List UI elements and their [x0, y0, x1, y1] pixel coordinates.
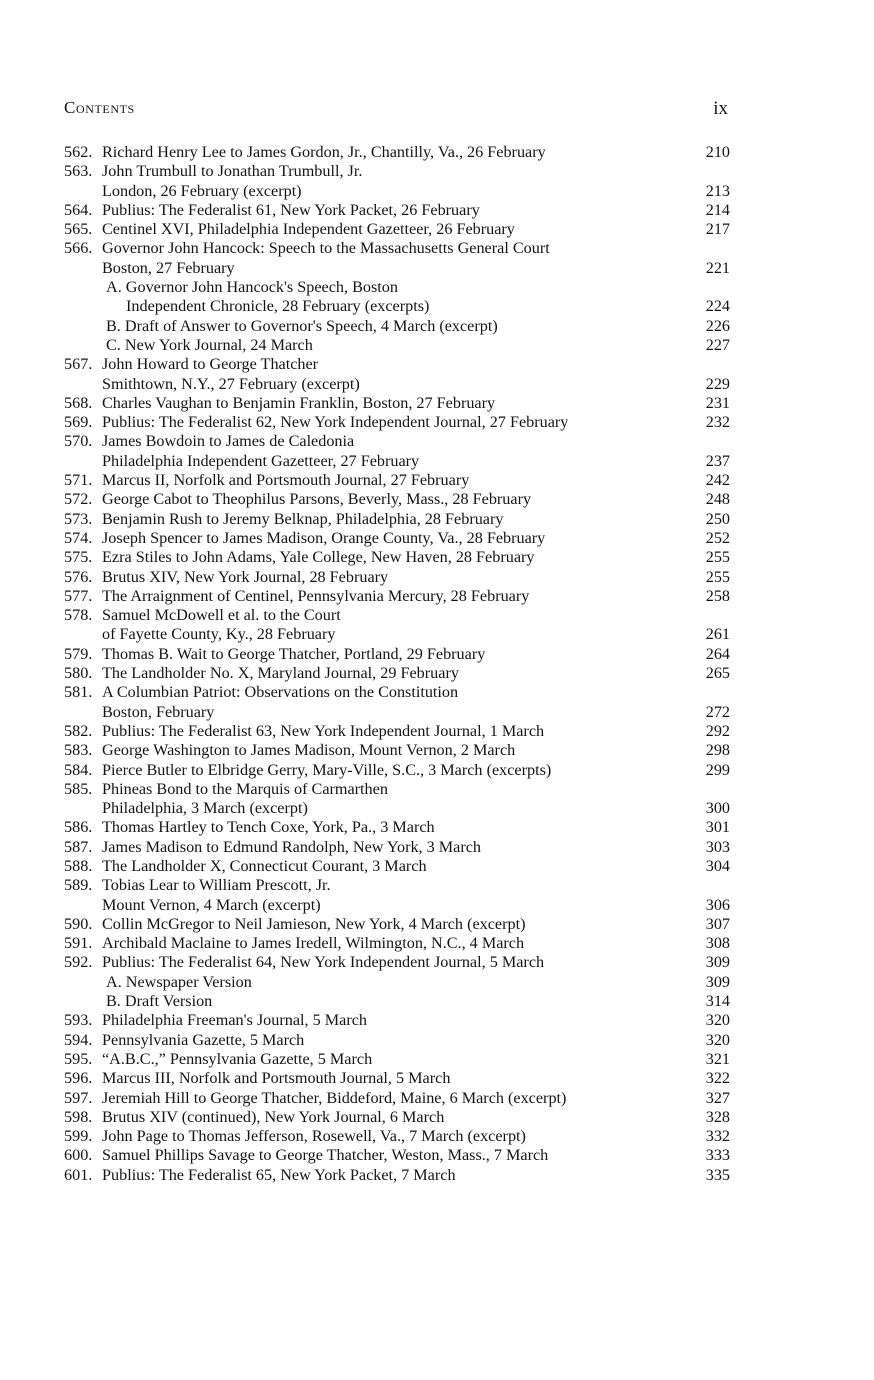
entry-number: 576. — [64, 567, 93, 586]
entry-title: Governor John Hancock: Speech to the Massachusetts General Court — [102, 239, 550, 258]
subentry-title: B. Draft of Answer to Governor's Speech, 4 March (excerpt) — [106, 316, 498, 335]
entry-number: 579. — [64, 644, 93, 663]
toc-line — [64, 413, 730, 432]
entry-number: 587. — [64, 837, 93, 856]
toc-line — [64, 259, 730, 278]
entry-title: Philadelphia, 3 March (excerpt) — [102, 799, 308, 818]
toc-entry — [64, 953, 730, 1011]
entry-number: 563. — [64, 162, 93, 181]
toc-line — [64, 587, 730, 606]
entry-page: 306 — [705, 895, 730, 914]
entry-page: 261 — [705, 625, 730, 644]
toc-line — [64, 568, 730, 587]
entry-title: Samuel McDowell et al. to the Court — [102, 606, 341, 625]
entry-number: 572. — [64, 490, 93, 509]
toc-line — [64, 953, 730, 972]
toc-entry — [64, 1069, 730, 1088]
entry-title: Brutus XIV (continued), New York Journal, 6 March — [102, 1107, 445, 1126]
toc-line — [64, 683, 730, 702]
toc-entry — [64, 606, 730, 645]
toc-line — [64, 1108, 730, 1127]
page-title: Contents — [64, 98, 135, 117]
entry-title: Philadelphia Independent Gazetteer, 27 February — [102, 451, 420, 470]
subentry-page: 226 — [705, 316, 730, 335]
toc-entry — [64, 510, 730, 529]
toc-line — [64, 239, 730, 258]
entry-title: Publius: The Federalist 64, New York Independent Journal, 5 March — [102, 953, 545, 972]
entry-title: Philadelphia Freeman's Journal, 5 March — [102, 1011, 367, 1030]
toc-line — [64, 201, 730, 220]
toc-entry — [64, 490, 730, 509]
toc-line — [64, 220, 730, 239]
entry-number: 570. — [64, 432, 93, 451]
entry-number: 564. — [64, 200, 93, 219]
entry-number: 591. — [64, 934, 93, 953]
entry-page: 272 — [705, 702, 730, 721]
toc-entry — [64, 201, 730, 220]
entry-number: 562. — [64, 143, 93, 161]
toc-entry — [64, 568, 730, 587]
subentry-title: Independent Chronicle, 28 February (excerpts) — [126, 297, 430, 316]
entry-number: 597. — [64, 1088, 93, 1107]
toc-entry — [64, 587, 730, 606]
toc-line — [64, 664, 730, 683]
toc-entry — [64, 722, 730, 741]
toc-entry — [64, 471, 730, 490]
entry-title: Publius: The Federalist 65, New York Packet, 7 March — [102, 1165, 456, 1184]
entry-page: 301 — [705, 818, 730, 837]
entry-title: Jeremiah Hill to George Thatcher, Biddeford, Maine, 6 March (excerpt) — [102, 1088, 567, 1107]
entry-number: 586. — [64, 818, 93, 837]
toc-entry — [64, 355, 730, 394]
entry-title: Boston, February — [102, 702, 215, 721]
toc-line — [64, 857, 730, 876]
entry-title: Publius: The Federalist 62, New York Independent Journal, 27 February — [102, 413, 569, 432]
entry-title: Smithtown, N.Y., 27 February (excerpt) — [102, 374, 360, 393]
toc-subentry-line — [64, 317, 730, 336]
entry-page: 231 — [705, 393, 730, 412]
entry-number: 571. — [64, 471, 93, 490]
subentry-title: A. Newspaper Version — [106, 972, 252, 991]
entry-number: 565. — [64, 220, 93, 239]
toc-line — [64, 606, 730, 625]
entry-page: 309 — [705, 953, 730, 972]
entry-title: John Howard to George Thatcher — [102, 355, 319, 374]
entry-page: 217 — [705, 220, 730, 239]
entry-page: 327 — [705, 1088, 730, 1107]
toc-line — [64, 490, 730, 509]
entry-page: 258 — [705, 586, 730, 605]
subentry-title: C. New York Journal, 24 March — [106, 335, 313, 354]
entry-page: 255 — [705, 567, 730, 586]
entry-number: 600. — [64, 1146, 93, 1165]
entry-page: 322 — [705, 1069, 730, 1088]
running-header — [64, 98, 728, 122]
entry-title: John Trumbull to Jonathan Trumbull, Jr. — [102, 162, 363, 181]
toc-entry — [64, 220, 730, 239]
toc-entry — [64, 548, 730, 567]
toc-line — [64, 741, 730, 760]
entry-title: Centinel XVI, Philadelphia Independent Gazetteer, 26 February — [102, 220, 515, 239]
subentry-page: 227 — [705, 335, 730, 354]
toc-entry — [64, 761, 730, 780]
toc-entry — [64, 838, 730, 857]
toc-entry — [64, 239, 730, 355]
toc-entry — [64, 876, 730, 915]
entry-number: 566. — [64, 239, 93, 258]
toc-entry — [64, 143, 730, 162]
toc-line — [64, 182, 730, 201]
entry-page: 237 — [705, 451, 730, 470]
entry-number: 599. — [64, 1127, 93, 1146]
entry-title: James Bowdoin to James de Caledonia — [102, 432, 355, 451]
entry-title: Thomas B. Wait to George Thatcher, Portland, 29 February — [102, 644, 486, 663]
toc-entry — [64, 664, 730, 683]
toc-subentry-line — [64, 992, 730, 1011]
entry-number: 568. — [64, 393, 93, 412]
toc-line — [64, 645, 730, 664]
entry-title: Publius: The Federalist 61, New York Packet, 26 February — [102, 200, 480, 219]
entry-page: 221 — [705, 258, 730, 277]
toc-entry — [64, 1050, 730, 1069]
entry-page: 303 — [705, 837, 730, 856]
entry-title: Archibald Maclaine to James Iredell, Wilmington, N.C., 4 March — [102, 934, 525, 953]
toc-subentry-line — [64, 297, 730, 316]
toc-entry — [64, 162, 730, 201]
toc-line — [64, 1146, 730, 1165]
entry-title: Pierce Butler to Elbridge Gerry, Mary-Ville, S.C., 3 March (excerpts) — [102, 760, 552, 779]
toc-subentry-line — [64, 973, 730, 992]
toc-entry — [64, 432, 730, 471]
entry-title: Charles Vaughan to Benjamin Franklin, Boston, 27 February — [102, 393, 496, 412]
subentry-title: A. Governor John Hancock's Speech, Boston — [106, 278, 398, 297]
toc-line — [64, 876, 730, 895]
toc-line — [64, 818, 730, 837]
entry-title: London, 26 February (excerpt) — [102, 181, 302, 200]
entry-page: 292 — [705, 721, 730, 740]
entry-title: Marcus III, Norfolk and Portsmouth Journal, 5 March — [102, 1069, 451, 1088]
toc-subentry-line — [64, 278, 730, 297]
entry-page: 229 — [705, 374, 730, 393]
toc-line — [64, 162, 730, 181]
entry-number: 594. — [64, 1030, 93, 1049]
toc-line — [64, 1031, 730, 1050]
entry-page: 320 — [705, 1011, 730, 1030]
entry-number: 569. — [64, 413, 93, 432]
entry-page: 307 — [705, 914, 730, 933]
entry-title: Marcus II, Norfolk and Portsmouth Journal, 27 February — [102, 471, 470, 490]
entry-title: The Landholder No. X, Maryland Journal, 29 February — [102, 664, 459, 683]
toc-entry — [64, 818, 730, 837]
entry-number: 589. — [64, 876, 93, 895]
entry-page: 255 — [705, 548, 730, 567]
entry-title: Joseph Spencer to James Madison, Orange County, Va., 28 February — [102, 528, 546, 547]
entry-number: 580. — [64, 664, 93, 683]
entry-page: 210 — [705, 143, 730, 161]
toc-entry — [64, 645, 730, 664]
toc-line — [64, 355, 730, 374]
entry-title: George Washington to James Madison, Mount Vernon, 2 March — [102, 741, 516, 760]
entry-number: 588. — [64, 856, 93, 875]
entry-title: Boston, 27 February — [102, 258, 235, 277]
entry-title: Mount Vernon, 4 March (excerpt) — [102, 895, 321, 914]
toc-line — [64, 432, 730, 451]
entry-page: 264 — [705, 644, 730, 663]
entry-title: Samuel Phillips Savage to George Thatcher, Weston, Mass., 7 March — [102, 1146, 549, 1165]
entry-title: Brutus XIV, New York Journal, 28 February — [102, 567, 389, 586]
subentry-page: 224 — [705, 297, 730, 316]
entry-page: 320 — [705, 1030, 730, 1049]
entry-page: 308 — [705, 934, 730, 953]
entry-number: 583. — [64, 741, 93, 760]
toc-entry — [64, 1108, 730, 1127]
entry-title: Richard Henry Lee to James Gordon, Jr., Chantilly, Va., 26 February — [102, 143, 546, 161]
toc-entry — [64, 857, 730, 876]
entry-title: James Madison to Edmund Randolph, New York, 3 March — [102, 837, 482, 856]
entry-page: 304 — [705, 856, 730, 875]
entry-number: 598. — [64, 1107, 93, 1126]
entry-number: 578. — [64, 606, 93, 625]
toc-entry — [64, 683, 730, 722]
entry-number: 595. — [64, 1049, 93, 1068]
toc-line — [64, 799, 730, 818]
table-of-contents — [64, 143, 730, 1185]
toc-line — [64, 1011, 730, 1030]
toc-line — [64, 1069, 730, 1088]
entry-page: 248 — [705, 490, 730, 509]
toc-line — [64, 915, 730, 934]
toc-line — [64, 143, 730, 162]
entry-number: 590. — [64, 914, 93, 933]
entry-page: 332 — [705, 1127, 730, 1146]
entry-title: Tobias Lear to William Prescott, Jr. — [102, 876, 331, 895]
toc-line — [64, 548, 730, 567]
entry-title: The Arraignment of Centinel, Pennsylvania Mercury, 28 February — [102, 586, 530, 605]
entry-title: Ezra Stiles to John Adams, Yale College, New Haven, 28 February — [102, 548, 535, 567]
entry-title: A Columbian Patriot: Observations on the Constitution — [102, 683, 459, 702]
entry-number: 585. — [64, 779, 93, 798]
entry-title: Benjamin Rush to Jeremy Belknap, Philadelphia, 28 February — [102, 509, 504, 528]
entry-number: 577. — [64, 586, 93, 605]
toc-line — [64, 1089, 730, 1108]
toc-line — [64, 394, 730, 413]
entry-page: 213 — [705, 181, 730, 200]
toc-line — [64, 896, 730, 915]
toc-entry — [64, 1089, 730, 1108]
entry-title: “A.B.C.,” Pennsylvania Gazette, 5 March — [102, 1049, 373, 1068]
toc-line — [64, 1050, 730, 1069]
toc-line — [64, 510, 730, 529]
toc-entry — [64, 915, 730, 934]
entry-number: 567. — [64, 355, 93, 374]
toc-entry — [64, 741, 730, 760]
toc-entry — [64, 1166, 730, 1185]
toc-subentry-line — [64, 336, 730, 355]
toc-entry — [64, 1011, 730, 1030]
entry-title: Publius: The Federalist 63, New York Independent Journal, 1 March — [102, 721, 545, 740]
entry-page: 242 — [705, 471, 730, 490]
entry-number: 601. — [64, 1165, 93, 1184]
toc-entry — [64, 934, 730, 953]
entry-page: 299 — [705, 760, 730, 779]
toc-entry — [64, 529, 730, 548]
toc-line — [64, 838, 730, 857]
toc-line — [64, 703, 730, 722]
entry-number: 581. — [64, 683, 93, 702]
toc-line — [64, 761, 730, 780]
toc-line — [64, 780, 730, 799]
toc-line — [64, 1166, 730, 1185]
toc-entry — [64, 1127, 730, 1146]
toc-line — [64, 625, 730, 644]
toc-line — [64, 375, 730, 394]
page-number: ix — [713, 98, 728, 119]
toc-line — [64, 1127, 730, 1146]
entry-page: 265 — [705, 664, 730, 683]
entry-number: 582. — [64, 721, 93, 740]
entry-number: 584. — [64, 760, 93, 779]
toc-line — [64, 471, 730, 490]
entry-number: 592. — [64, 953, 93, 972]
entry-title: Thomas Hartley to Tench Coxe, York, Pa., 3 March — [102, 818, 435, 837]
entry-page: 333 — [705, 1146, 730, 1165]
subentry-page: 314 — [705, 992, 730, 1011]
entry-title: of Fayette County, Ky., 28 February — [102, 625, 336, 644]
entry-page: 232 — [705, 413, 730, 432]
entry-page: 214 — [705, 200, 730, 219]
toc-entry — [64, 1031, 730, 1050]
toc-entry — [64, 780, 730, 819]
subentry-title: B. Draft Version — [106, 992, 213, 1011]
entry-page: 328 — [705, 1107, 730, 1126]
entry-number: 596. — [64, 1069, 93, 1088]
entry-title: Pennsylvania Gazette, 5 March — [102, 1030, 305, 1049]
entry-page: 298 — [705, 741, 730, 760]
entry-title: George Cabot to Theophilus Parsons, Beverly, Mass., 28 February — [102, 490, 532, 509]
toc-line — [64, 934, 730, 953]
entry-title: Phineas Bond to the Marquis of Carmarthen — [102, 779, 388, 798]
entry-title: Collin McGregor to Neil Jamieson, New York, 4 March (excerpt) — [102, 914, 526, 933]
entry-number: 593. — [64, 1011, 93, 1030]
entry-page: 252 — [705, 528, 730, 547]
entry-title: The Landholder X, Connecticut Courant, 3 March — [102, 856, 427, 875]
entry-title: John Page to Thomas Jefferson, Rosewell, Va., 7 March (excerpt) — [102, 1127, 526, 1146]
entry-number: 573. — [64, 509, 93, 528]
toc-line — [64, 529, 730, 548]
entry-page: 250 — [705, 509, 730, 528]
entry-page: 300 — [705, 799, 730, 818]
entry-page: 321 — [705, 1049, 730, 1068]
entry-page: 335 — [705, 1165, 730, 1184]
toc-line — [64, 722, 730, 741]
subentry-page: 309 — [705, 972, 730, 991]
toc-entry — [64, 394, 730, 413]
entry-number: 575. — [64, 548, 93, 567]
toc-entry — [64, 413, 730, 432]
toc-entry — [64, 1146, 730, 1165]
toc-line — [64, 452, 730, 471]
entry-number: 574. — [64, 528, 93, 547]
